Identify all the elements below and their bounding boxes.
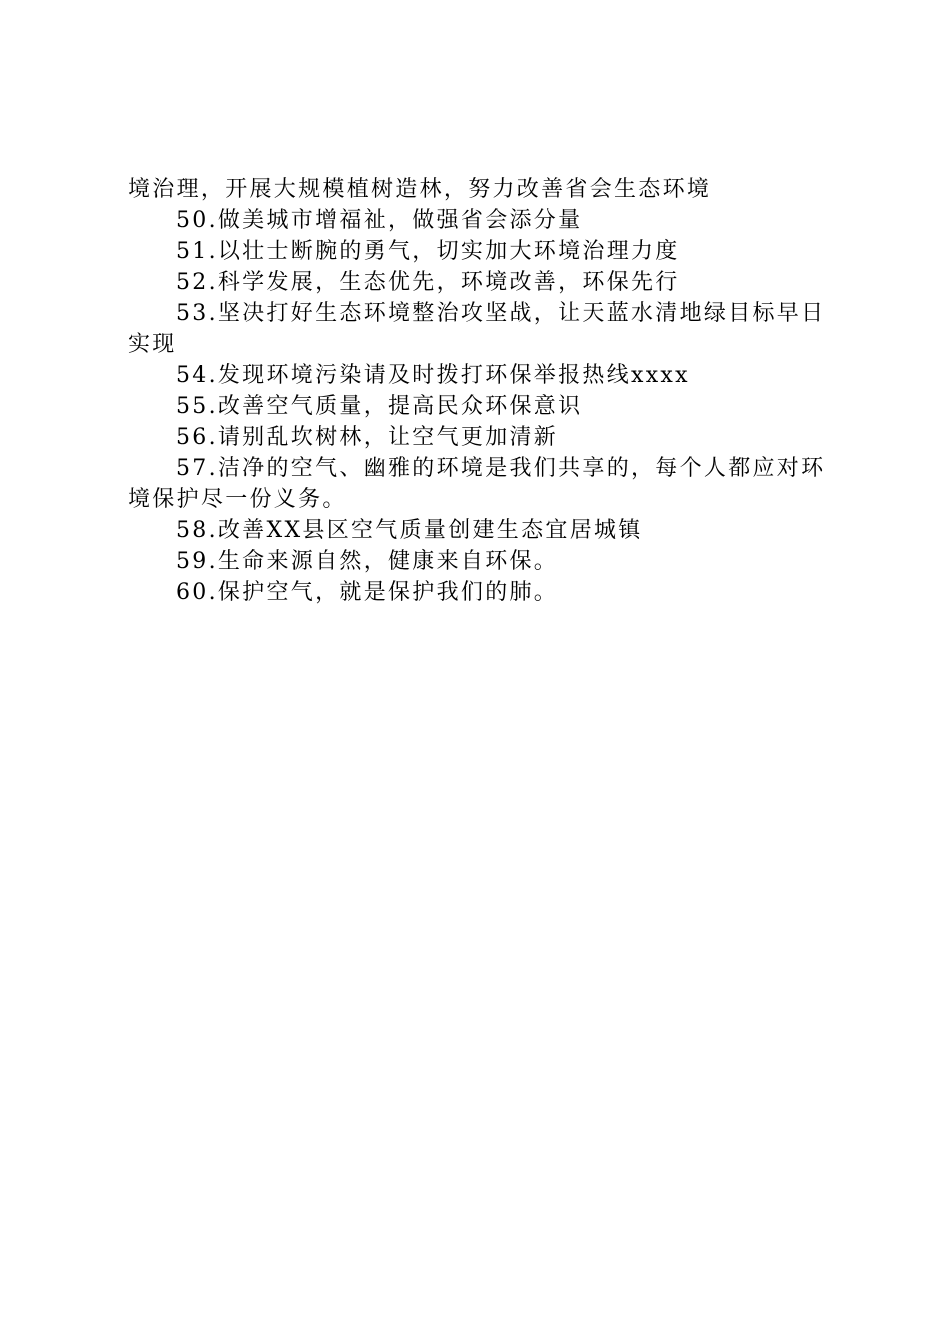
slogan-item-53: 53.坚决打好生态环境整治攻坚战，让天蓝水清地绿目标早日实现 (128, 301, 826, 357)
slogan-item-58: 58.改善XX县区空气质量创建生态宜居城镇 (176, 518, 643, 543)
slogan-item-51: 51.以壮士断腕的勇气，切实加大环境治理力度 (176, 239, 680, 264)
document-body (128, 174, 828, 608)
slogan-item-60: 60.保护空气，就是保护我们的肺。 (176, 580, 559, 605)
slogan-item-56: 56.请别乱坎树林，让空气更加清新 (176, 425, 559, 450)
slogan-item-55: 55.改善空气质量，提高民众环保意识 (176, 394, 583, 419)
slogan-item-54: 54.发现环境污染请及时拨打环保举报热线xxxx (176, 363, 690, 388)
slogan-item-59: 59.生命来源自然，健康来自环保。 (176, 549, 559, 574)
slogan-item-50: 50.做美城市增福祉，做强省会添分量 (176, 208, 583, 233)
slogan-item-57: 57.洁净的空气、幽雅的环境是我们共享的，每个人都应对环境保护尽一份义务。 (128, 456, 826, 512)
slogan-item-52: 52.科学发展，生态优先，环境改善，环保先行 (176, 270, 680, 295)
paragraph-continuation: 境治理，开展大规模植树造林，努力改善省会生态环境 (128, 177, 712, 202)
